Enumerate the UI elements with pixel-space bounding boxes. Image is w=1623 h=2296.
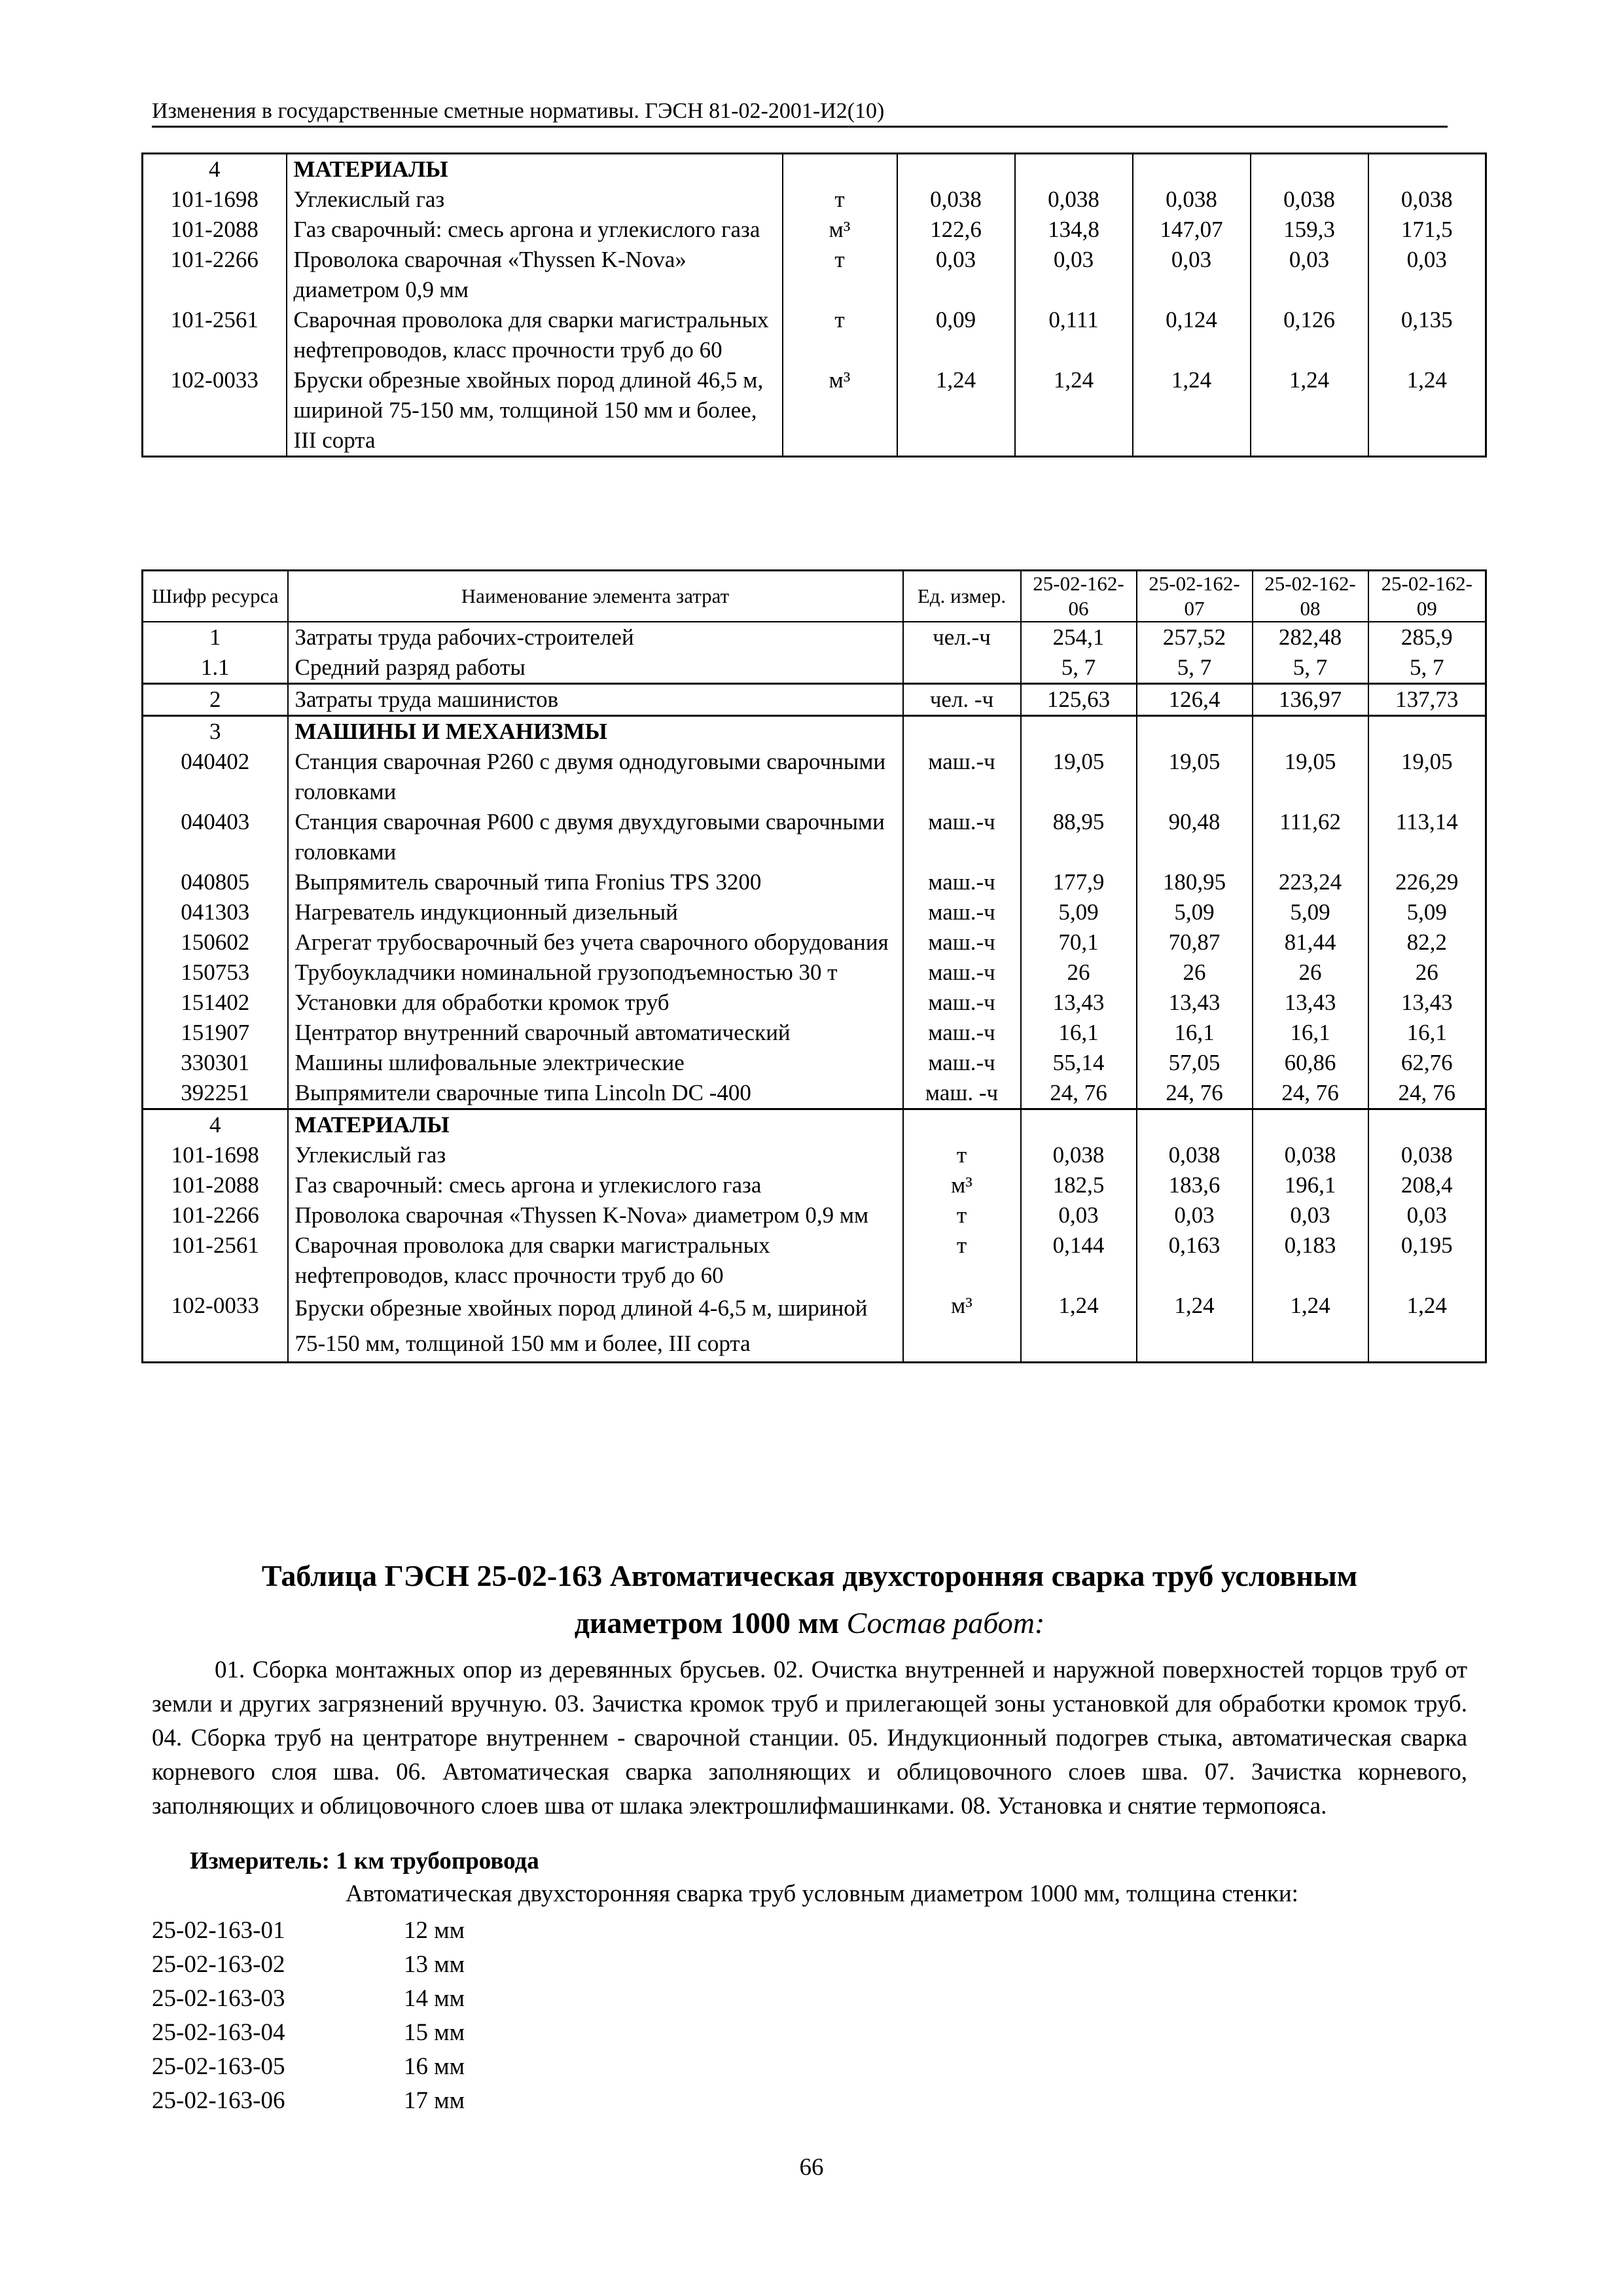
table-cell: 5, 7: [1253, 653, 1368, 684]
table-cell: Затраты труда машинистов: [288, 684, 903, 716]
table-cell: 0,03: [1368, 245, 1486, 305]
table-heading-line1: Таблица ГЭСН 25-02-163 Автоматическая двухсторонняя сварка труб условным: [261, 1559, 1358, 1592]
table-cell: Газ сварочный: смесь аргона и углекислого газа: [287, 215, 783, 245]
table-cell: 24, 76: [1137, 1078, 1253, 1109]
table-cell: [903, 1109, 1021, 1141]
table-cell: 0,03: [897, 245, 1015, 305]
page-number: 66: [799, 2154, 824, 2181]
table-row: [143, 653, 1486, 684]
table-cell: [1368, 716, 1486, 747]
table-cell: 24, 76: [1368, 1078, 1486, 1109]
table-cell: 82,2: [1368, 927, 1486, 958]
table-cell: 2: [209, 687, 221, 712]
table-cell: Сварочная проволока для сварки магистральных нефтепроводов, класс прочности труб до 60: [287, 305, 783, 365]
table-row: [143, 1140, 1486, 1170]
section-row: [143, 1109, 1486, 1141]
table-cell: 171,5: [1368, 215, 1486, 245]
table-cell: 0,03: [1368, 1200, 1486, 1230]
table-cell: 5,09: [1021, 897, 1137, 927]
table-cell: м³: [783, 215, 897, 245]
table-cell: 19,05: [1137, 747, 1253, 807]
table-row: [143, 747, 1486, 807]
table-row: [143, 1048, 1486, 1078]
table-cell: Углекислый газ: [288, 1140, 903, 1170]
table-cell: 101-2266: [171, 1202, 259, 1228]
table-cell: маш.-ч: [903, 897, 1021, 927]
table-cell: 101-1698: [170, 187, 259, 212]
table-cell: 226,29: [1368, 867, 1486, 897]
table-cell: 26: [1253, 958, 1368, 988]
list-item: 25-02-163-06 17 мм: [152, 2087, 465, 2114]
table-cell: т: [783, 245, 897, 305]
table-cell: 0,038: [1137, 1140, 1253, 1170]
table-cell: 55,14: [1021, 1048, 1137, 1078]
table-cell: 5,09: [1137, 897, 1253, 927]
table-cell: маш.-ч: [903, 927, 1021, 958]
work-composition: 01. Сборка монтажных опор из деревянных брусьев. 02. Очистка внутренней и наружной поверхностей торцов труб от земли и других загрязнений вручную. 03. Зачистка кромок труб и прилегающей зоны установкой для обработки кромок труб. 04. Сборка труб на центраторе внутреннем - сварочной станции. 05. Индукционный подогрев стыка, автоматическая сварка корневого слоя шва. 06. Автоматическая сварка заполняющих и облицовочного слоев шва. 07. Зачистка корневого, заполняющих и облицовочного слоев шва от шлака электрошлифмашинками. 08. Установка и снятие термопояса.: [152, 1657, 1467, 1820]
table-cell: Выпрямитель сварочный типа Fronius TPS 3200: [288, 867, 903, 897]
table-cell: [897, 154, 1015, 185]
table-cell: 101-2561: [171, 1232, 259, 1258]
table-cell: 134,8: [1015, 215, 1133, 245]
table-cell: 1,24: [1368, 365, 1486, 457]
table-cell: 70,87: [1137, 927, 1253, 958]
table-cell: маш.-ч: [903, 747, 1021, 807]
table-cell: 13,43: [1368, 988, 1486, 1018]
list-item: 25-02-163-05 16 мм: [152, 2053, 465, 2080]
item-description: Автоматическая двухсторонняя сварка труб условным диаметром 1000 мм, толщина стенки:: [346, 1880, 1298, 1907]
table-cell: 041303: [181, 899, 250, 925]
table-cell: [1137, 716, 1253, 747]
table-cell: Нагреватель индукционный дизельный: [288, 897, 903, 927]
table-cell: м³: [783, 365, 897, 457]
table-cell: 101-2266: [170, 247, 259, 272]
table-cell: [1137, 1109, 1253, 1141]
table-row: [143, 1291, 1486, 1363]
table-cell: чел. -ч: [903, 684, 1021, 716]
table-cell: Затраты труда рабочих-строителей: [288, 622, 903, 653]
table-cell: 26: [1021, 958, 1137, 988]
table-cell: 5, 7: [1021, 653, 1137, 684]
table-cell: 113,14: [1368, 807, 1486, 867]
table-cell: 183,6: [1137, 1170, 1253, 1200]
table-cell: 392251: [181, 1080, 250, 1105]
table-cell: 196,1: [1253, 1170, 1368, 1200]
section-number: 3: [209, 719, 221, 744]
table-cell: маш.-ч: [903, 988, 1021, 1018]
table-row: [143, 897, 1486, 927]
table-cell: 137,73: [1368, 684, 1486, 716]
table-row: [143, 622, 1486, 653]
table-cell: 0,144: [1021, 1230, 1137, 1291]
table-cell: 180,95: [1137, 867, 1253, 897]
section-title: МАТЕРИАЛЫ: [288, 1109, 903, 1141]
table-cell: т: [903, 1230, 1021, 1291]
section-title: МАТЕРИАЛЫ: [287, 154, 783, 185]
table-row: [143, 807, 1486, 867]
table-cell: м³: [903, 1170, 1021, 1200]
table-cell: 88,95: [1021, 807, 1137, 867]
table-row: [143, 988, 1486, 1018]
column-header: Шифр ресурса: [152, 584, 279, 607]
table-row: [143, 365, 1486, 457]
table-cell: 151907: [181, 1020, 250, 1045]
table-cell: 90,48: [1137, 807, 1253, 867]
table-heading: [152, 1552, 1467, 1647]
table-cell: 0,038: [1251, 185, 1368, 215]
table-cell: 282,48: [1253, 622, 1368, 653]
table-cell: 16,1: [1253, 1018, 1368, 1048]
column-header: Наименование элемента затрат: [288, 571, 903, 622]
table-cell: 1: [209, 624, 221, 650]
table-cell: 19,05: [1253, 747, 1368, 807]
table-cell: 13,43: [1137, 988, 1253, 1018]
table-cell: 0,03: [1015, 245, 1133, 305]
table-cell: 150753: [181, 960, 250, 985]
table-cell: [903, 716, 1021, 747]
table-cell: 13,43: [1253, 988, 1368, 1018]
table-cell: [1253, 716, 1368, 747]
table-cell: чел.-ч: [903, 622, 1021, 653]
table-heading-line2: диаметром 1000 мм: [574, 1606, 840, 1640]
table-cell: 0,038: [1015, 185, 1133, 215]
table-cell: Средний разряд работы: [288, 653, 903, 684]
table-cell: 0,038: [1368, 1140, 1486, 1170]
table-row: [143, 1170, 1486, 1200]
table-cell: 101-2561: [170, 307, 259, 332]
table-cell: 0,038: [1368, 185, 1486, 215]
table-cell: [1021, 1109, 1137, 1141]
table-cell: 1,24: [1253, 1291, 1368, 1363]
table-cell: [903, 653, 1021, 684]
table-cell: 26: [1368, 958, 1486, 988]
table-cell: т: [903, 1200, 1021, 1230]
section-title: МАШИНЫ И МЕХАНИЗМЫ: [288, 716, 903, 747]
section-number: 4: [209, 156, 221, 182]
table-row: [143, 1200, 1486, 1230]
table-row: [143, 958, 1486, 988]
table-cell: м³: [903, 1291, 1021, 1363]
table-cell: Машины шлифовальные электрические: [288, 1048, 903, 1078]
table-cell: 0,03: [1137, 1200, 1253, 1230]
table-cell: 24, 76: [1021, 1078, 1137, 1109]
table-cell: 16,1: [1137, 1018, 1253, 1048]
table-cell: 1,24: [1368, 1291, 1486, 1363]
table-cell: 60,86: [1253, 1048, 1368, 1078]
table-cell: 0,126: [1251, 305, 1368, 365]
table-cell: т: [783, 185, 897, 215]
table-cell: 26: [1137, 958, 1253, 988]
table-cell: 0,135: [1368, 305, 1486, 365]
table-row: [143, 245, 1486, 305]
table-cell: маш.-ч: [903, 958, 1021, 988]
table-cell: 0,038: [1133, 185, 1251, 215]
table-cell: 0,03: [1251, 245, 1368, 305]
table-cell: 57,05: [1137, 1048, 1253, 1078]
table-cell: 5, 7: [1137, 653, 1253, 684]
table-cell: 254,1: [1021, 622, 1137, 653]
column-header: 25-02-162-06: [1021, 571, 1137, 622]
table-cell: 1,24: [897, 365, 1015, 457]
table-cell: 16,1: [1021, 1018, 1137, 1048]
table-cell: 101-2088: [171, 1172, 259, 1198]
table-cell: 150602: [181, 929, 250, 955]
table-header-row: [143, 571, 1486, 622]
table-cell: Выпрямители сварочные типа Lincoln DC -400: [288, 1078, 903, 1109]
table-cell: [1253, 1109, 1368, 1141]
running-header: Изменения в государственные сметные нормативы. ГЭСН 81-02-2001-И2(10): [152, 98, 1448, 128]
table-cell: маш.-ч: [903, 807, 1021, 867]
table-cell: 101-2088: [170, 217, 259, 242]
table-cell: 101-1698: [171, 1142, 259, 1168]
table-cell: 125,63: [1021, 684, 1137, 716]
table-cell: Газ сварочный: смесь аргона и углекислого газа: [288, 1170, 903, 1200]
resources-table: [141, 569, 1487, 1363]
table-cell: Станция сварочная P600 с двумя двухдуговыми сварочными головками: [288, 807, 903, 867]
table-cell: 182,5: [1021, 1170, 1137, 1200]
materials-table-continued: [141, 152, 1487, 457]
section-row: [143, 154, 1486, 185]
table-cell: 0,163: [1137, 1230, 1253, 1291]
table-cell: 102-0033: [170, 367, 259, 393]
table-cell: 1,24: [1133, 365, 1251, 457]
column-header: Ед. измер.: [903, 571, 1021, 622]
table-cell: 040402: [181, 749, 250, 774]
table-cell: 0,03: [1253, 1200, 1368, 1230]
table-cell: 81,44: [1253, 927, 1368, 958]
table-cell: маш.-ч: [903, 1018, 1021, 1048]
table-cell: Центратор внутренний сварочный автоматический: [288, 1018, 903, 1048]
table-cell: 330301: [181, 1050, 250, 1075]
table-row: [143, 185, 1486, 215]
table-cell: 0,038: [1253, 1140, 1368, 1170]
list-item: 25-02-163-04 15 мм: [152, 2019, 465, 2046]
table-row: [143, 684, 1486, 716]
table-cell: 0,124: [1133, 305, 1251, 365]
table-cell: Трубоукладчики номинальной грузоподъемностью 30 т: [288, 958, 903, 988]
table-cell: 19,05: [1021, 747, 1137, 807]
table-cell: 102-0033: [171, 1293, 259, 1318]
section-number: 4: [209, 1112, 221, 1138]
table-cell: 70,1: [1021, 927, 1137, 958]
table-row: [143, 215, 1486, 245]
column-header: 25-02-162-07: [1137, 571, 1253, 622]
table-cell: [1251, 154, 1368, 185]
table-cell: Проволока сварочная «Thyssen K-Nova» диаметром 0,9 мм: [288, 1200, 903, 1230]
table-cell: 0,111: [1015, 305, 1133, 365]
table-cell: 136,97: [1253, 684, 1368, 716]
table-cell: 16,1: [1368, 1018, 1486, 1048]
table-cell: 147,07: [1133, 215, 1251, 245]
table-cell: [1368, 154, 1486, 185]
table-cell: 151402: [181, 990, 250, 1015]
table-cell: маш. -ч: [903, 1078, 1021, 1109]
table-cell: т: [903, 1140, 1021, 1170]
code-list: [152, 1914, 465, 2118]
table-row: [143, 1078, 1486, 1109]
table-cell: 19,05: [1368, 747, 1486, 807]
composition-label: Состав работ:: [846, 1606, 1045, 1640]
table-cell: маш.-ч: [903, 867, 1021, 897]
table-cell: 62,76: [1368, 1048, 1486, 1078]
table-cell: 257,52: [1137, 622, 1253, 653]
table-cell: [1133, 154, 1251, 185]
table-cell: 159,3: [1251, 215, 1368, 245]
table-cell: 0,03: [1133, 245, 1251, 305]
list-item: 25-02-163-02 13 мм: [152, 1951, 465, 1978]
table-cell: 1,24: [1015, 365, 1133, 457]
table-cell: 24, 76: [1253, 1078, 1368, 1109]
table-cell: т: [783, 305, 897, 365]
table-row: [143, 305, 1486, 365]
table-cell: Установки для обработки кромок труб: [288, 988, 903, 1018]
table-cell: 5, 7: [1368, 653, 1486, 684]
measurement-unit: Измеритель: 1 км трубопровода: [190, 1848, 539, 1874]
section-row: [143, 716, 1486, 747]
column-header: 25-02-162-09: [1368, 571, 1486, 622]
table-cell: 208,4: [1368, 1170, 1486, 1200]
table-cell: Сварочная проволока для сварки магистральных нефтепроводов, класс прочности труб до 60: [288, 1230, 903, 1291]
table-cell: 5,09: [1253, 897, 1368, 927]
table-cell: 13,43: [1021, 988, 1137, 1018]
list-item: 25-02-163-01 12 мм: [152, 1917, 465, 1944]
column-header: 25-02-162-08: [1253, 571, 1368, 622]
table-cell: 0,038: [897, 185, 1015, 215]
table-cell: [1368, 1109, 1486, 1141]
table-cell: 0,038: [1021, 1140, 1137, 1170]
table-cell: [1021, 716, 1137, 747]
table-cell: 040403: [181, 809, 250, 834]
table-cell: 1,24: [1251, 365, 1368, 457]
table-cell: 126,4: [1137, 684, 1253, 716]
table-cell: Бруски обрезные хвойных пород длиной 4-6,5 м, шириной 75-150 мм, толщиной 150 мм и более, III сорта: [288, 1291, 903, 1363]
table-row: [143, 1230, 1486, 1291]
table-cell: 0,183: [1253, 1230, 1368, 1291]
table-cell: 285,9: [1368, 622, 1486, 653]
table-row: [143, 1018, 1486, 1048]
table-cell: 122,6: [897, 215, 1015, 245]
table-cell: 223,24: [1253, 867, 1368, 897]
table-cell: 111,62: [1253, 807, 1368, 867]
table-cell: Бруски обрезные хвойных пород длиной 46,5 м, шириной 75-150 мм, толщиной 150 мм и более, III сорта: [287, 365, 783, 457]
table-cell: 040805: [181, 869, 250, 895]
table-cell: 1,24: [1137, 1291, 1253, 1363]
table-cell: 1.1: [200, 655, 230, 680]
table-cell: 0,09: [897, 305, 1015, 365]
table-row: [143, 927, 1486, 958]
table-cell: маш.-ч: [903, 1048, 1021, 1078]
table-cell: Проволока сварочная «Thyssen K-Nova» диаметром 0,9 мм: [287, 245, 783, 305]
table-cell: 177,9: [1021, 867, 1137, 897]
list-item: 25-02-163-03 14 мм: [152, 1985, 465, 2012]
table-row: [143, 867, 1486, 897]
table-cell: Углекислый газ: [287, 185, 783, 215]
table-cell: 5,09: [1368, 897, 1486, 927]
table-cell: [783, 154, 897, 185]
table-cell: Станция сварочная P260 с двумя однодуговыми сварочными головками: [288, 747, 903, 807]
table-cell: 0,03: [1021, 1200, 1137, 1230]
table-cell: 1,24: [1021, 1291, 1137, 1363]
table-cell: 0,195: [1368, 1230, 1486, 1291]
table-cell: [1015, 154, 1133, 185]
table-cell: Агрегат трубосварочный без учета сварочного оборудования: [288, 927, 903, 958]
